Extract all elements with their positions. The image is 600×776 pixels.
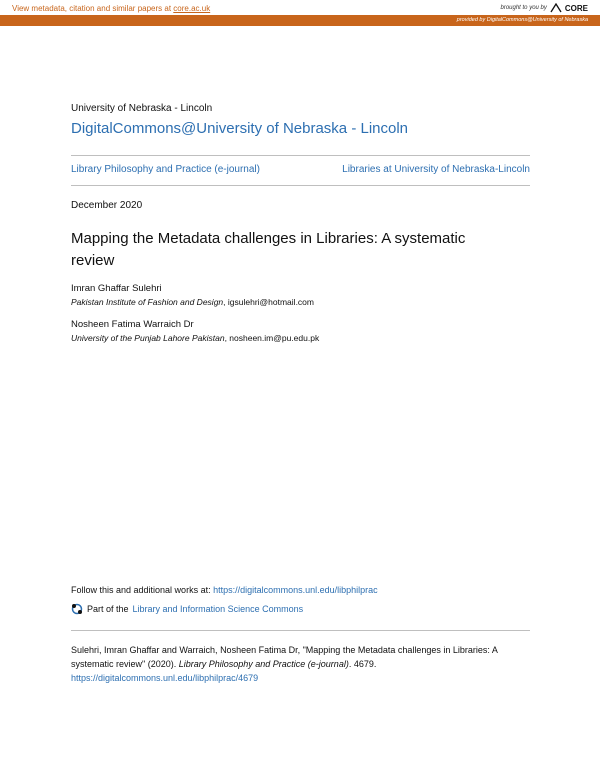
affiliation-text: University of the Punjab Lahore Pakistan [71, 333, 225, 343]
divider-bottom [71, 630, 530, 631]
core-logo-icon [550, 3, 562, 13]
core-provided-by[interactable]: provided by DigitalCommons@University of Nebraska [456, 17, 588, 23]
core-link-domain[interactable]: core.ac.uk [173, 4, 211, 13]
divider-top [71, 155, 530, 156]
part-of-line [71, 603, 303, 615]
core-logo-text: CORE [564, 3, 588, 13]
libraries-link[interactable]: Libraries at University of Nebraska-Lincoln [342, 164, 530, 175]
author-name: Nosheen Fatima Warraich Dr [71, 319, 194, 330]
affiliation-text: Pakistan Institute of Fashion and Design [71, 297, 224, 307]
divider-links [71, 185, 530, 186]
part-of-text: Part of the [87, 604, 129, 614]
paper-title: Mapping the Metadata challenges in Libraries: A systematic review [71, 230, 466, 269]
publication-date: December 2020 [71, 200, 143, 211]
core-brought-by [501, 3, 589, 13]
repository-title[interactable]: DigitalCommons@University of Nebraska - Lincoln [71, 120, 409, 137]
author-email: , nosheen.im@pu.edu.pk [224, 333, 320, 343]
citation-journal: Library Philosophy and Practice (e-journal) [178, 659, 349, 669]
journal-link[interactable]: Library Philosophy and Practice (e-journal) [71, 164, 260, 175]
citation [71, 643, 533, 685]
brought-by-text: brought to you by [500, 5, 547, 11]
citation-number: . 4679. [348, 659, 377, 669]
author-affiliation [71, 297, 314, 307]
core-metadata-link[interactable] [12, 4, 210, 13]
follow-text: Follow this and additional works at: [71, 585, 214, 595]
commons-link[interactable]: Library and Information Science Commons [132, 604, 304, 614]
citation-text: Sulehri, Imran Ghaffar and Warraich, Nosheen Fatima Dr, "Mapping the Metadata challenges in Libraries: A systematic review" (2020). [71, 645, 498, 669]
follow-line [71, 585, 378, 595]
follow-url-link[interactable]: https://digitalcommons.unl.edu/libphilprac [213, 585, 378, 595]
citation-url-link[interactable]: https://digitalcommons.unl.edu/libphilprac/4679 [71, 673, 259, 683]
author-email: , igsulehri@hotmail.com [223, 297, 314, 307]
core-banner [0, 0, 600, 26]
author-name: Imran Ghaffar Sulehri [71, 283, 162, 294]
network-icon [71, 603, 83, 615]
core-link-text: View metadata, citation and similar papers at [12, 4, 174, 13]
institution-name: University of Nebraska - Lincoln [71, 103, 213, 114]
author-affiliation [71, 333, 319, 343]
